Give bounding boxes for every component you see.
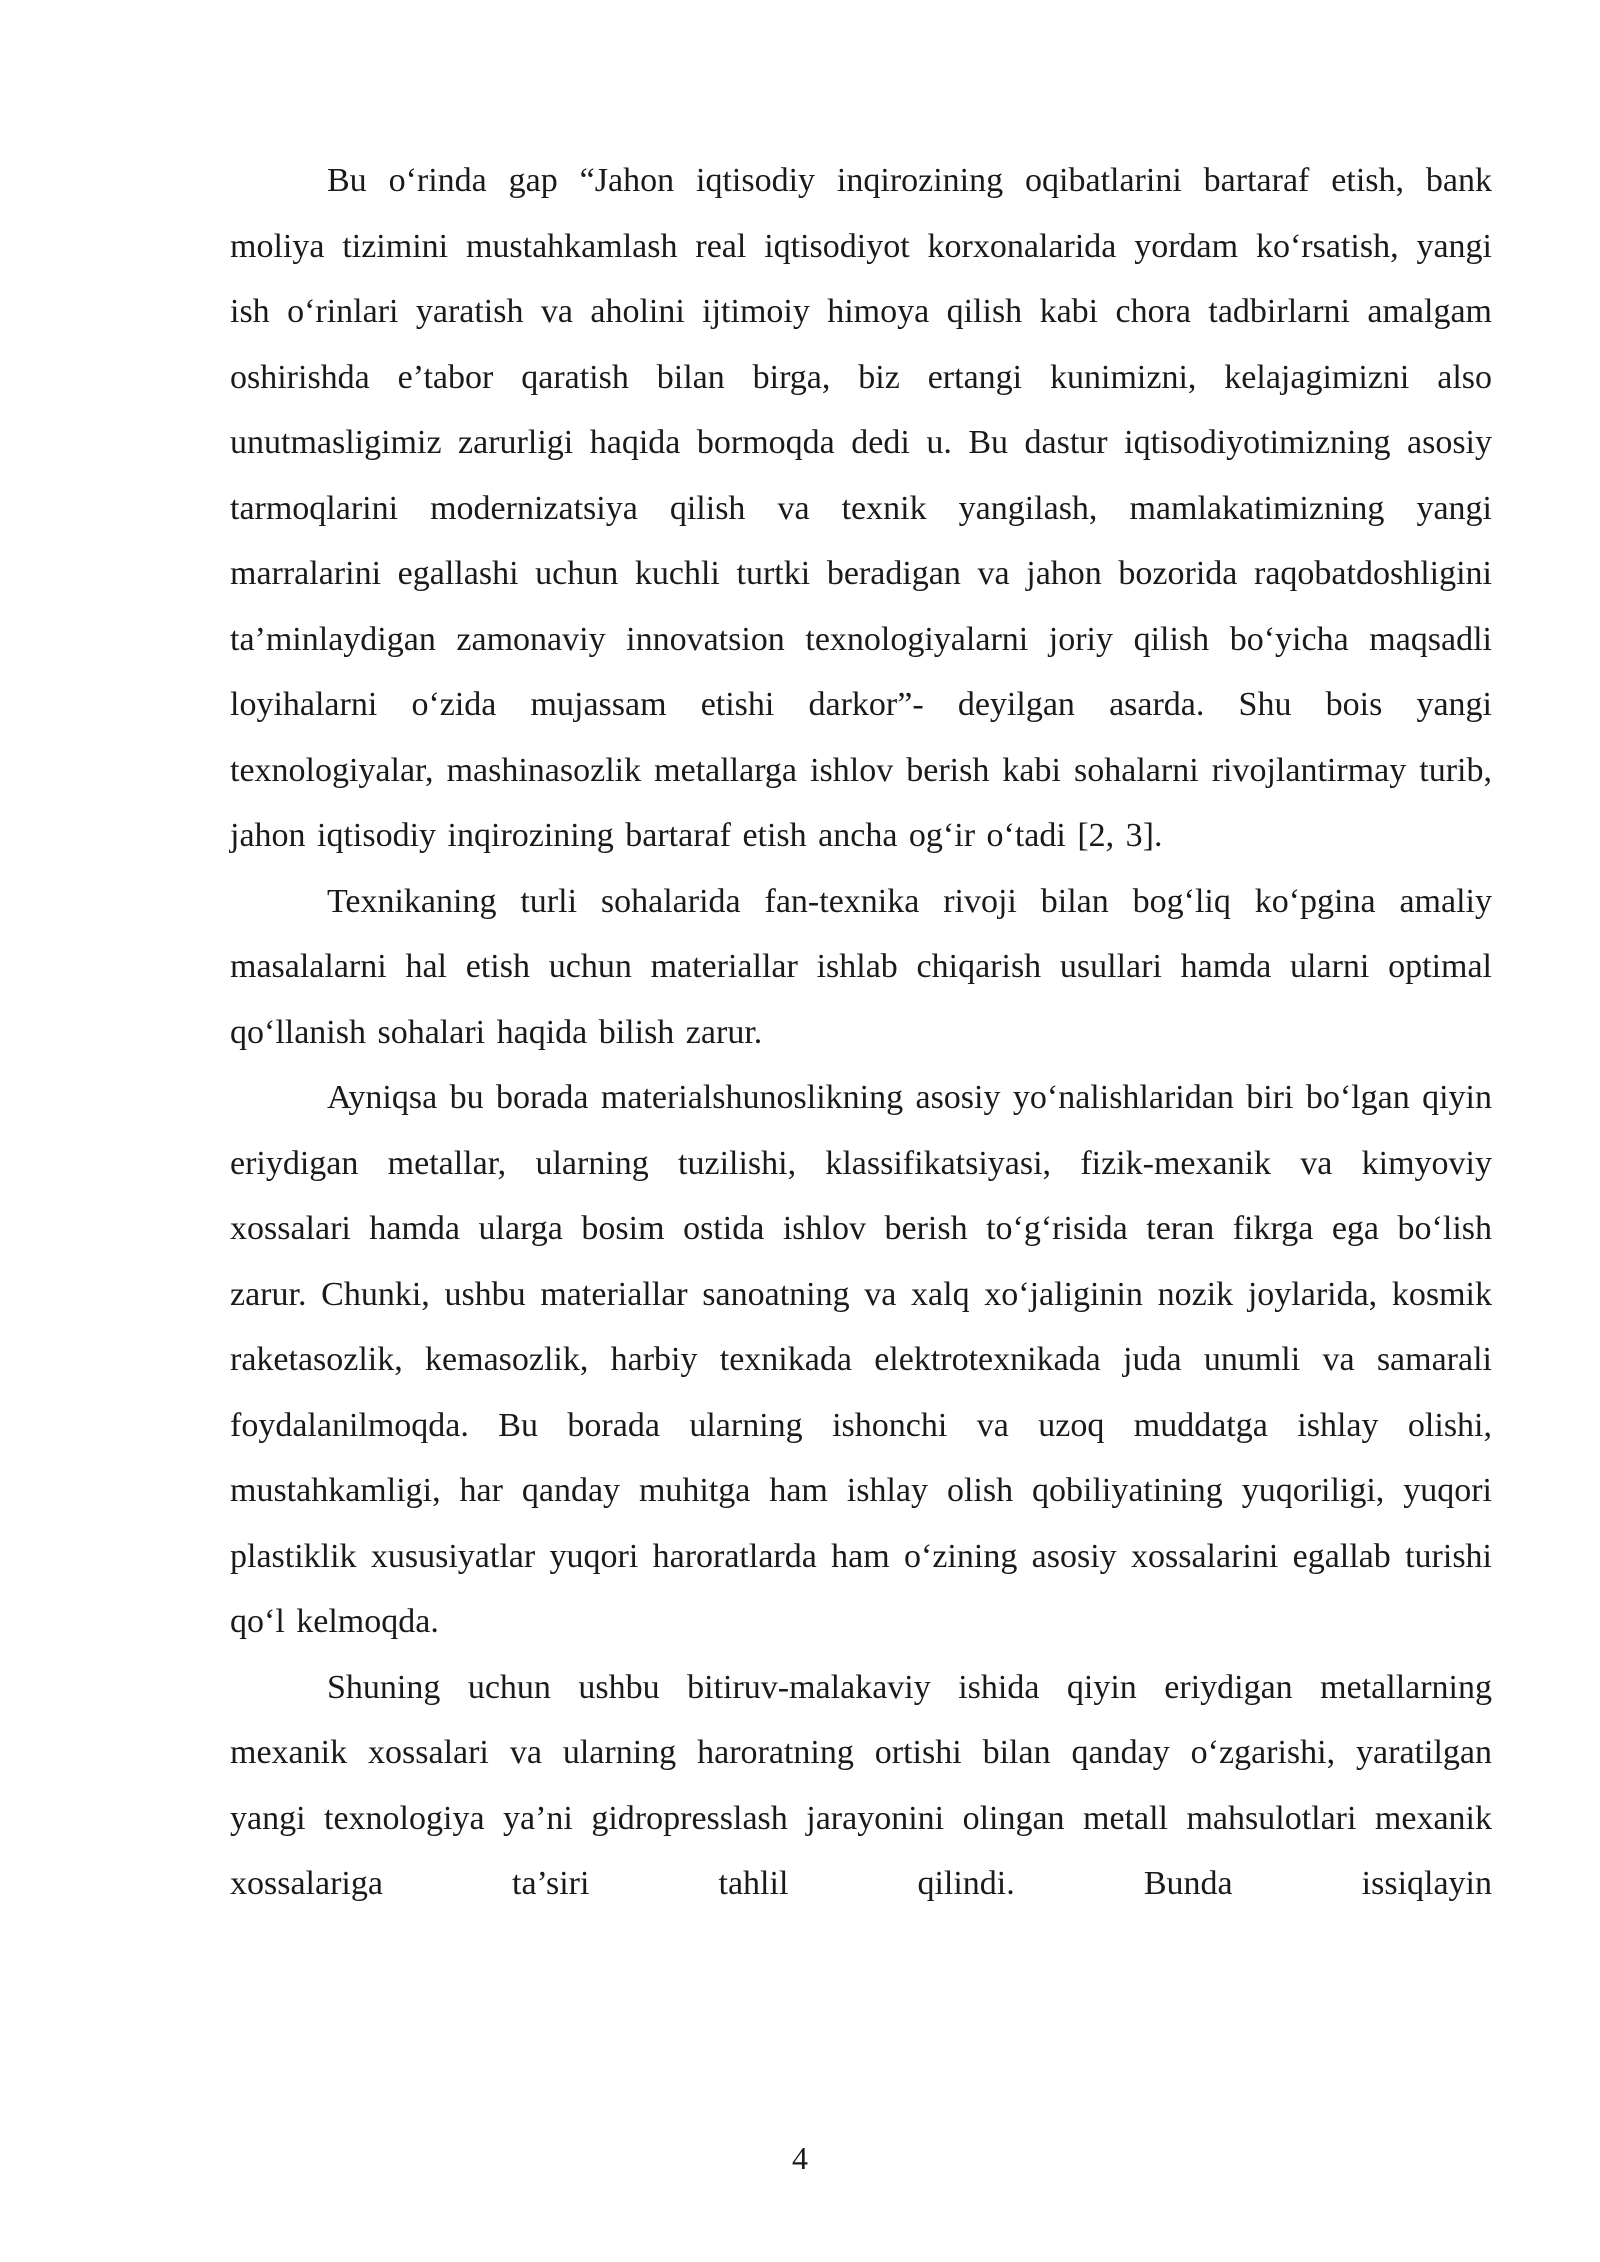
- paragraph-4: Shuning uchun ushbu bitiruv-malakaviy ishida qiyin eriydigan metallarning mexanik xossalari va ularning haroratning ortishi bilan qanday o‘zgarishi, yaratilgan yangi texnologiya ya’ni gidropresslash jarayonini olingan metall mahsulotlari mexanik xossalariga ta’siri tahlil qilindi. Bunda issiqlayin: [230, 1668, 1492, 1902]
- paragraph-1: Bu o‘rinda gap “Jahon iqtisodiy inqirozining oqibatlarini bartaraf etish, bank moliya tizimini mustahkamlash real iqtisodiyot korxonalarida yordam ko‘rsatish, yangi ish o‘rinlari yaratish va aholini ijtimoiy himoya qilish kabi chora tadbirlarni amalgam oshirishda e’tabor qaratish bilan birga, biz ertangi kunimizni, kelajagimizni also unutmasligimiz zarurligi haqida bormoqda dedi u. Bu dastur iqtisodiyotimizning asosiy tarmoqlarini modernizatsiya qilish va texnik yangilash, mamlakatimizning yangi marralarini egallashi uchun kuchli turtki beradigan va jahon bozorida raqobatdoshligini ta’minlaydigan zamonaviy innovatsion texnologiyalarni joriy qilish bo‘yicha maqsadli loyihalarni o‘zida mujassam etishi darkor”- deyilgan asarda. Shu bois yangi texnologiyalar, mashinasozlik metallarga ishlov berish kabi sohalarni rivojlantirmay turib, jahon iqtisodiy inqirozining bartaraf etish ancha og‘ir o‘tadi [2, 3].: [230, 162, 1492, 854]
- paragraph-3: Ayniqsa bu borada materialshunoslikning asosiy yo‘nalishlaridan biri bo‘lgan qiyin eriydigan metallar, ularning tuzilishi, klassifikatsiyasi, fizik-mexanik va kimyoviy xossalari hamda ularga bosim ostida ishlov berish to‘g‘risida teran fikrga ega bo‘lish zarur. Chunki, ushbu materiallar sanoatning va xalq xo‘jaliginin nozik joylarida, kosmik raketasozlik, kemasozlik, harbiy texnikada elektrotexnikada juda unumli va samarali foydalanilmoqda. Bu borada ularning ishonchi va uzoq muddatga ishlay olishi, mustahkamligi, har qanday muhitga ham ishlay olish qobiliyatining yuqoriligi, yuqori plastiklik xususiyatlar yuqori haroratlarda ham o‘zining asosiy xossalarini egallab turishi qo‘l kelmoqda.: [230, 1079, 1492, 1640]
- body-text: [230, 148, 1492, 1917]
- paragraph-2: Texnikaning turli sohalarida fan-texnika rivoji bilan bog‘liq ko‘pgina amaliy masalalarni hal etish uchun materiallar ishlab chiqarish usullari hamda ularni optimal qo‘llanish sohalari haqida bilish zarur.: [230, 882, 1492, 1051]
- page-number: 4: [792, 2140, 808, 2176]
